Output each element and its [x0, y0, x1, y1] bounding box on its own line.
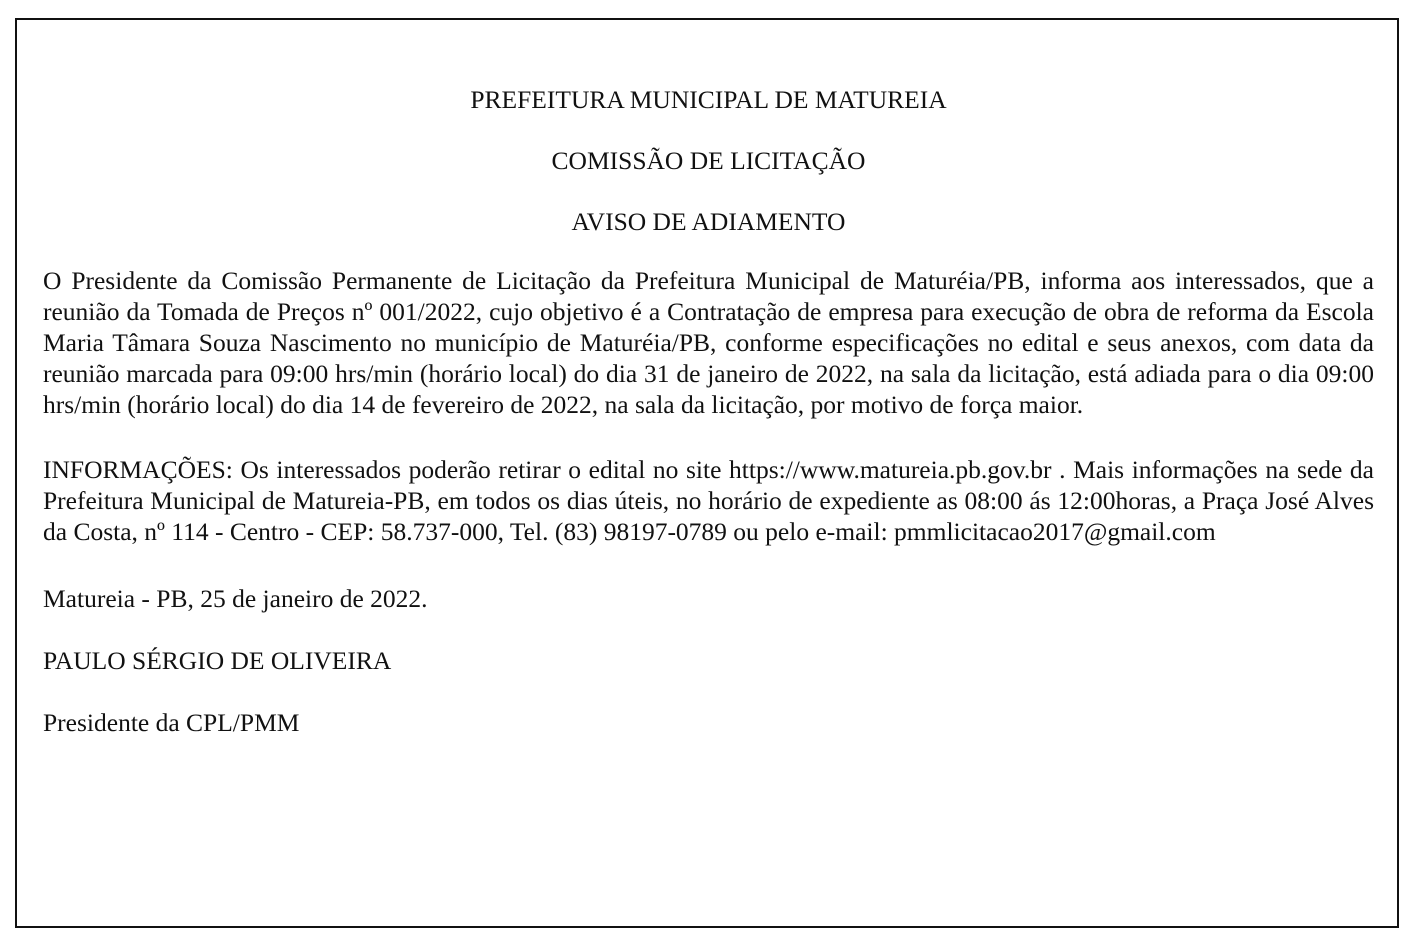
signatory-name: PAULO SÉRGIO DE OLIVEIRA — [43, 646, 392, 675]
place-date: Matureia - PB, 25 de janeiro de 2022. — [43, 584, 428, 613]
signatory-role: Presidente da CPL/PMM — [43, 708, 300, 737]
notice-title: AVISO DE ADIAMENTO — [571, 207, 846, 236]
notice-content — [43, 84, 1374, 769]
municipality-heading: PREFEITURA MUNICIPAL DE MATUREIA — [470, 85, 947, 114]
commission-heading: COMISSÃO DE LICITAÇÃO — [551, 146, 866, 175]
postponement-paragraph: O Presidente da Comissão Permanente de Licitação da Prefeitura Municipal de Maturéia/PB, informa aos interessados, que a reunião da Tomada de Preços nº 001/2022, cujo objetivo é a Contratação de empresa para execução de obra de reforma da Escola Maria Tâmara Souza Nascimento no município de Maturéia/PB, conforme especificações no edital e seus anexos, com data da reunião marcada para 09:00 hrs/min (horário local) do dia 31 de janeiro de 2022, na sala da licitação, está adiada para o dia 09:00 hrs/min (horário local) do dia 14 de fevereiro de 2022, na sala da licitação, por motivo de força maior. — [43, 266, 1374, 419]
information-paragraph: INFORMAÇÕES: Os interessados poderão retirar o edital no site https://www.matureia.pb.gov.br . Mais informações na sede da Prefeitura Municipal de Matureia-PB, em todos os dias úteis, no horário de expediente as 08:00 ás 12:00horas, a Praça José Alves da Costa, nº 114 - Centro - CEP: 58.737-000, Tel. (83) 98197-0789 ou pelo e-mail: pmmlicitacao2017@gmail.com — [43, 455, 1374, 546]
